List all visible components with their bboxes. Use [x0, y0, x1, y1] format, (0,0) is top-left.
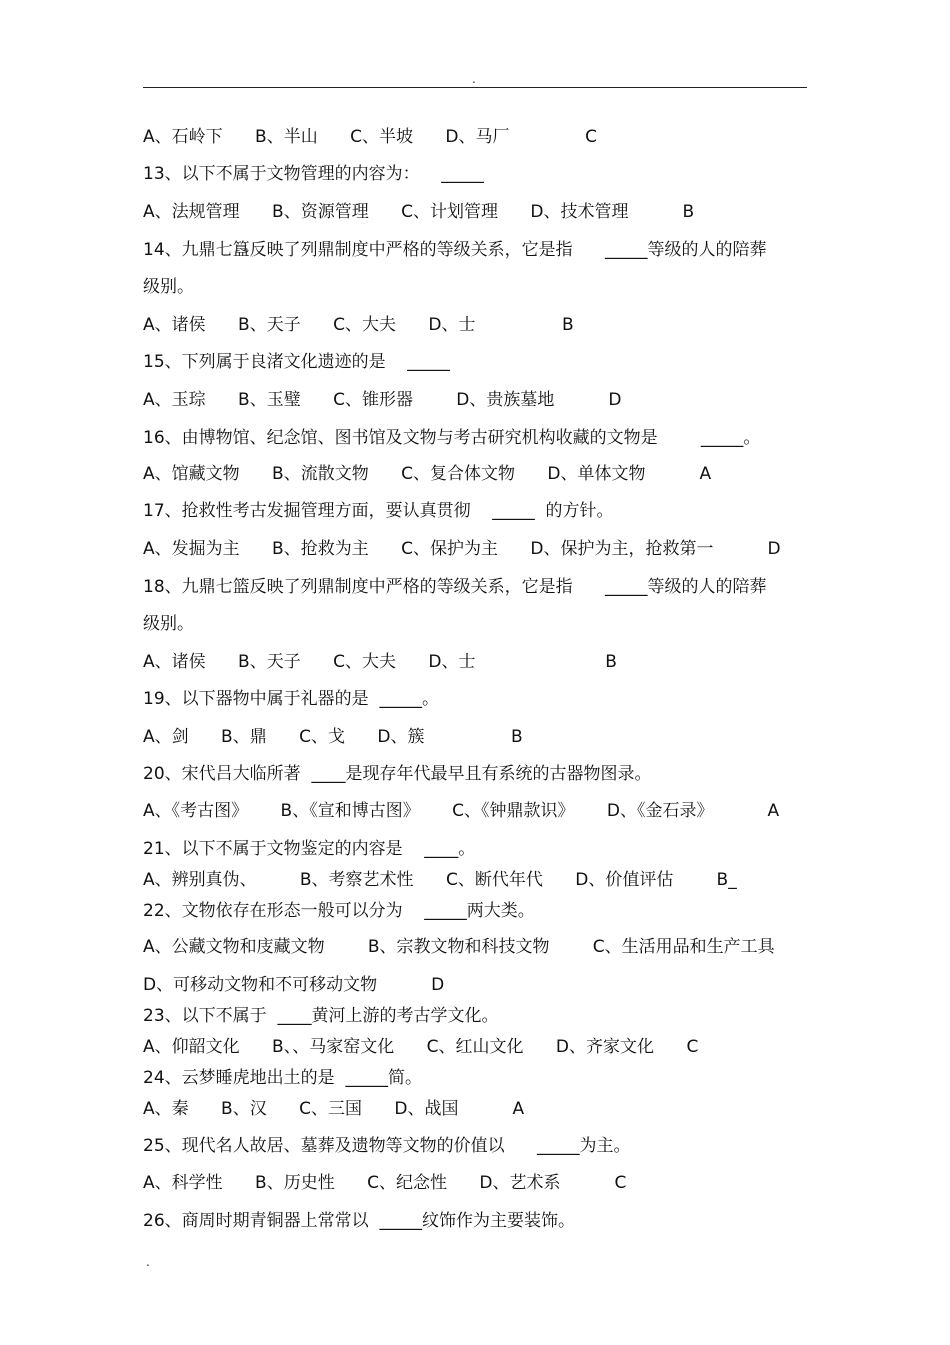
option-line: A、公藏文物和庋藏文物 B、宗教文物和科技文物 C、生活用品和生产工具: [143, 937, 775, 957]
option-line: A、诸侯 B、天子 C、大夫 D、士 B: [143, 315, 574, 335]
question-line: 13、以下不属于文物管理的内容为： _____: [143, 164, 484, 184]
question-line: 24、云梦睡虎地出土的是 _____简。: [143, 1068, 422, 1088]
option-line: A、石岭下 B、半山 C、半坡 D、马厂 C: [143, 127, 598, 147]
question-line: 级别。: [143, 277, 194, 297]
option-line: A、发掘为主 B、抢救为主 C、保护为主 D、保护为主，抢救第一 D: [143, 539, 781, 559]
question-line: 级别。: [143, 614, 194, 634]
question-line: 22、文物依存在形态一般可以分为 _____两大类。: [143, 901, 535, 921]
option-line: A、诸侯 B、天子 C、大夫 D、士 B: [143, 652, 617, 672]
option-line: A、仰韶文化 B、、马家窑文化 C、红山文化 D、齐家文化 C: [143, 1037, 699, 1057]
header-rule: [143, 87, 807, 88]
option-line: A、《考古图》 B、《宣和博古图》 C、《钟鼎款识》 D、《金石录》 A: [143, 801, 780, 821]
question-line: 14、九鼎七簋反映了列鼎制度中严格的等级关系，它是指 _____等级的人的陪葬: [143, 240, 767, 260]
question-line: 15、下列属于良渚文化遗迹的是 _____: [143, 352, 450, 372]
header-dot: .: [472, 72, 476, 86]
option-line: A、玉琮 B、玉璧 C、锥形器 D、贵族墓地 D: [143, 390, 622, 410]
option-line: A、馆藏文物 B、流散文物 C、复合体文物 D、单体文物 A: [143, 464, 712, 484]
question-line: 18、九鼎七篮反映了列鼎制度中严格的等级关系，它是指 _____等级的人的陪葬: [143, 577, 767, 597]
option-line: A、剑 B、鼎 C、戈 D、簇 B: [143, 727, 523, 747]
option-line: D、可移动文物和不可移动文物 D: [143, 975, 445, 995]
option-line: A、科学性 B、历史性 C、纪念性 D、艺术系 C: [143, 1173, 627, 1193]
option-line: A、秦 B、汉 C、三国 D、战国 A: [143, 1099, 525, 1119]
question-line: 25、现代名人故居、墓葬及遗物等文物的价值以 _____为主。: [143, 1136, 631, 1156]
question-line: 23、以下不属于 ____黄河上游的考古学文化。: [143, 1006, 499, 1026]
question-line: 16、由博物馆、纪念馆、图书馆及文物与考古研究机构收藏的文物是 _____。: [143, 428, 761, 448]
question-line: 26、商周时期青铜器上常常以 _____纹饰作为主要装饰。: [143, 1211, 575, 1231]
option-line: A、辨别真伪、 B、考察艺术性 C、断代年代 D、价值评估 B_: [143, 870, 737, 890]
question-line: 20、宋代吕大临所著 ____是现存年代最早且有系统的古器物图录。: [143, 764, 652, 784]
question-line: 21、以下不属于文物鉴定的内容是 ____。: [143, 839, 476, 859]
option-line: A、法规管理 B、资源管理 C、计划管理 D、技术管理 B: [143, 202, 695, 222]
footer-dot: .: [146, 1255, 150, 1269]
question-line: 19、以下器物中属于礼器的是 _____。: [143, 689, 439, 709]
question-line: 17、抢救性考古发掘管理方面，要认真贯彻 _____ 的方针。: [143, 501, 614, 521]
